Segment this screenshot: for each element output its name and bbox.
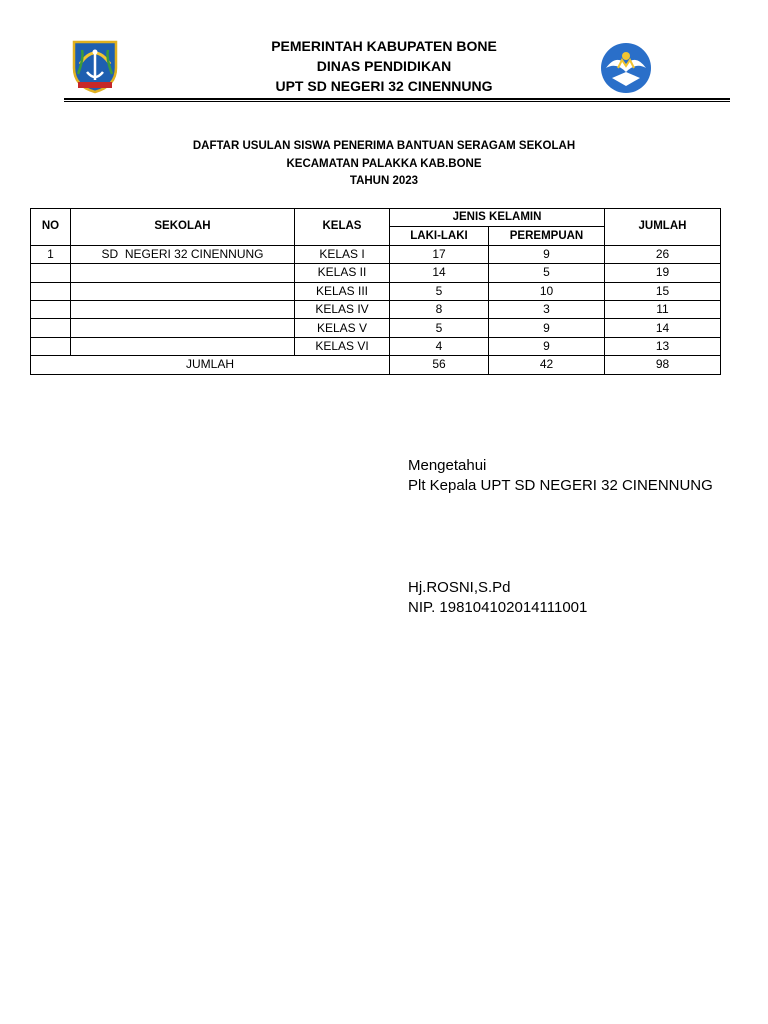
letterhead <box>0 36 768 96</box>
header-perempuan: PEREMPUAN <box>489 227 605 245</box>
cell-perempuan: 5 <box>489 264 605 282</box>
cell-jumlah: 14 <box>605 319 721 337</box>
table-total-row <box>31 356 721 374</box>
cell-sekolah <box>71 319 295 337</box>
letterhead-divider-thin <box>64 101 730 102</box>
letterhead-department: DINAS PENDIDIKAN <box>316 58 452 74</box>
letterhead-school: UPT SD NEGERI 32 CINENNUNG <box>275 78 493 94</box>
header-laki-laki: LAKI-LAKI <box>390 227 489 245</box>
cell-no <box>31 300 71 318</box>
cell-perempuan: 3 <box>489 300 605 318</box>
cell-laki: 8 <box>390 300 489 318</box>
header-no: NO <box>31 209 71 246</box>
cell-laki: 14 <box>390 264 489 282</box>
header-jumlah: JUMLAH <box>605 209 721 246</box>
cell-no <box>31 264 71 282</box>
table-row <box>31 337 721 355</box>
table-row <box>31 282 721 300</box>
student-table <box>30 208 721 375</box>
cell-no <box>31 319 71 337</box>
table-row <box>31 300 721 318</box>
header-sekolah: SEKOLAH <box>71 209 295 246</box>
cell-perempuan: 9 <box>489 319 605 337</box>
table-row <box>31 245 721 263</box>
letterhead-government: PEMERINTAH KABUPATEN BONE <box>271 38 497 54</box>
signature-acknowledged: Mengetahui <box>408 457 487 474</box>
cell-laki: 4 <box>390 337 489 355</box>
cell-no: 1 <box>31 245 71 263</box>
cell-jumlah: 11 <box>605 300 721 318</box>
signatory-nip: NIP. 198104102014111001 <box>408 599 588 616</box>
cell-no <box>31 337 71 355</box>
header-kelas: KELAS <box>295 209 390 246</box>
cell-jumlah: 19 <box>605 264 721 282</box>
cell-kelas: KELAS I <box>295 245 390 263</box>
signature-position: Plt Kepala UPT SD NEGERI 32 CINENNUNG <box>408 477 713 494</box>
cell-kelas: KELAS II <box>295 264 390 282</box>
cell-perempuan: 10 <box>489 282 605 300</box>
cell-kelas: KELAS VI <box>295 337 390 355</box>
table-row <box>31 319 721 337</box>
title-line-2: KECAMATAN PALAKKA KAB.BONE <box>286 157 482 170</box>
table-row <box>31 264 721 282</box>
total-perempuan: 42 <box>489 356 605 374</box>
cell-laki: 5 <box>390 319 489 337</box>
title-line-1: DAFTAR USULAN SISWA PENERIMA BANTUAN SERAGAM SEKOLAH <box>192 140 576 152</box>
cell-kelas: KELAS III <box>295 282 390 300</box>
cell-sekolah: SD NEGERI 32 CINENNUNG <box>71 245 295 263</box>
total-jumlah: 98 <box>605 356 721 374</box>
cell-laki: 5 <box>390 282 489 300</box>
total-laki: 56 <box>390 356 489 374</box>
letterhead-divider-thick <box>64 98 730 100</box>
document-title <box>0 138 768 191</box>
cell-perempuan: 9 <box>489 245 605 263</box>
cell-kelas: KELAS V <box>295 319 390 337</box>
cell-sekolah <box>71 300 295 318</box>
cell-jumlah: 26 <box>605 245 721 263</box>
header-jenis-kelamin: JENIS KELAMIN <box>390 209 605 227</box>
signatory-name: Hj.ROSNI,S.Pd <box>408 579 511 596</box>
cell-jumlah: 13 <box>605 337 721 355</box>
total-label: JUMLAH <box>31 356 390 374</box>
title-line-3: TAHUN 2023 <box>349 175 419 187</box>
cell-sekolah <box>71 264 295 282</box>
cell-jumlah: 15 <box>605 282 721 300</box>
cell-laki: 17 <box>390 245 489 263</box>
cell-perempuan: 9 <box>489 337 605 355</box>
cell-kelas: KELAS IV <box>295 300 390 318</box>
table-header-row <box>31 209 721 227</box>
cell-no <box>31 282 71 300</box>
signature-block <box>408 578 587 618</box>
signature-heading <box>408 456 713 496</box>
cell-sekolah <box>71 282 295 300</box>
cell-sekolah <box>71 337 295 355</box>
